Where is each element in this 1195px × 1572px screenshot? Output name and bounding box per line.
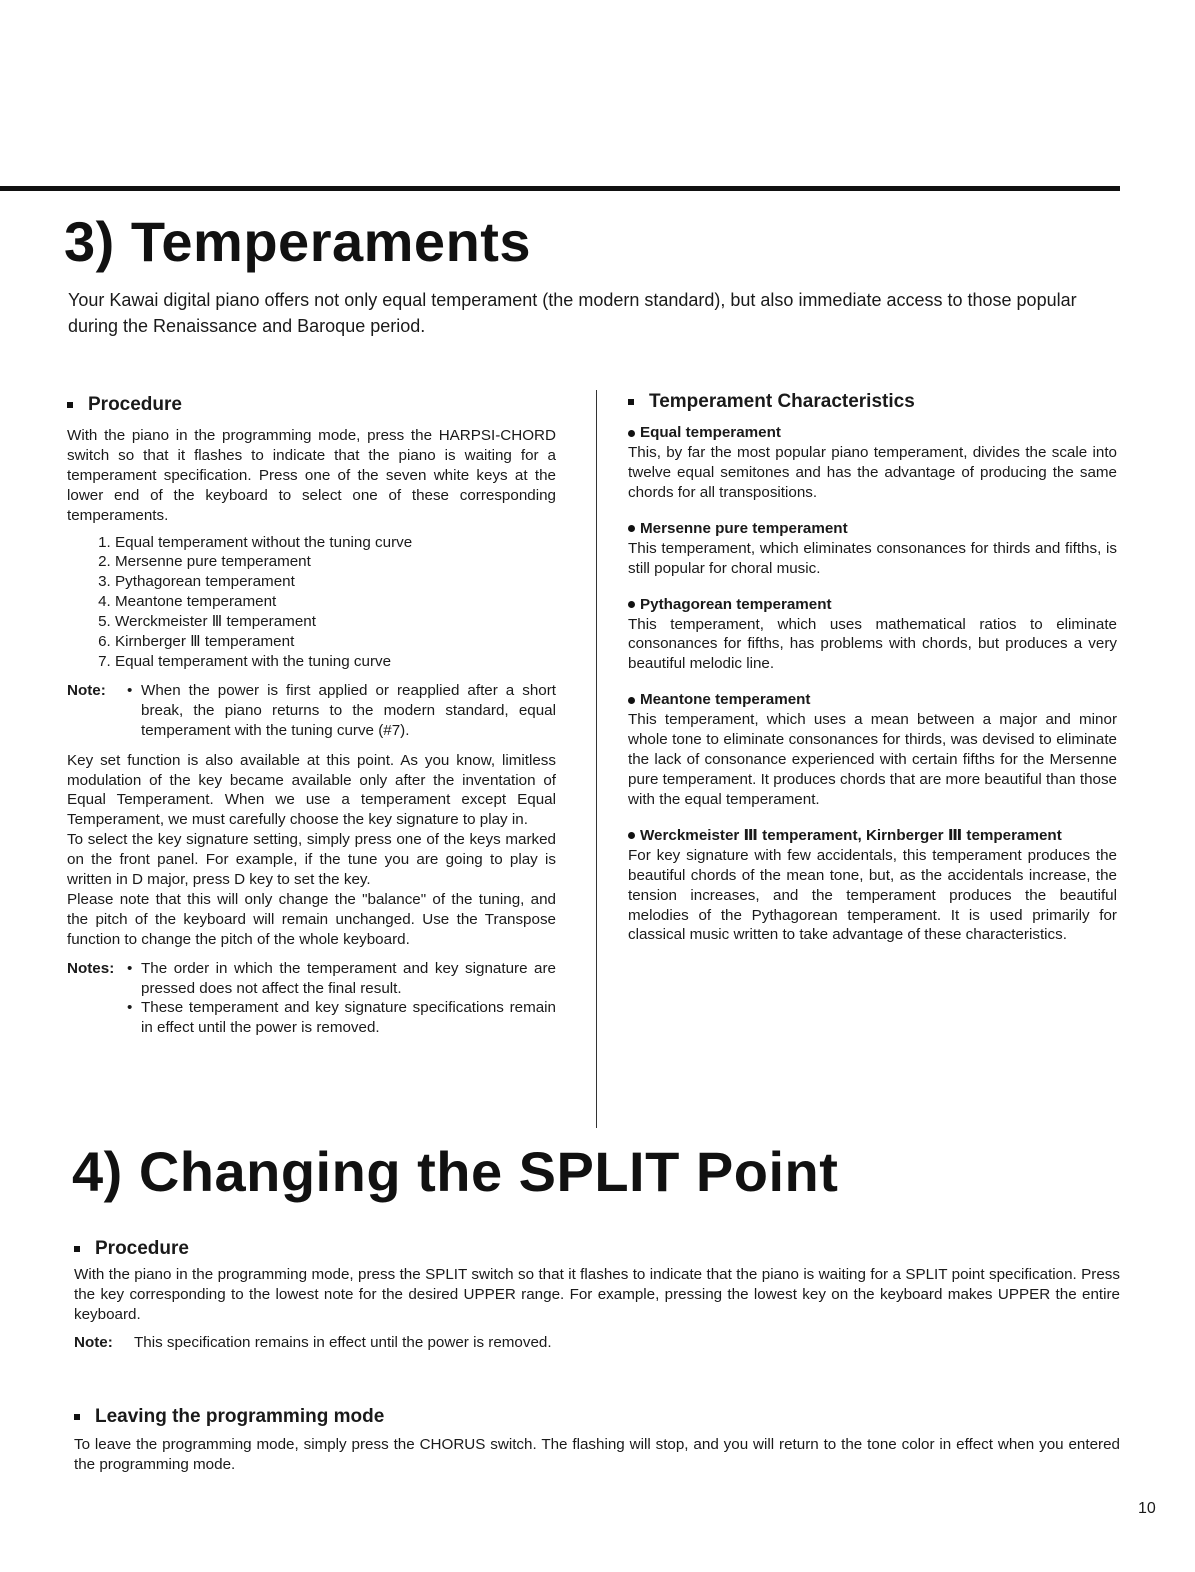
split-procedure-text: With the piano in the programming mode, press the SPLIT switch so that it flashes to indicate that the piano is waiting for a SPLIT point specification. Press the key corresponding to the lowest note for the desired UPPER range. For example, pressing the lowest key on the keyboard makes UPPER the entire keyboard. <box>74 1266 1120 1323</box>
entry-text: This temperament, which eliminates consonances for thirds and fifths, is still popular for choral music. <box>628 539 1117 577</box>
procedure-column <box>67 393 556 1048</box>
list-item: 3. Pythagorean temperament <box>115 572 556 592</box>
list-item: 4. Meantone temperament <box>115 592 556 612</box>
characteristic-entry <box>628 690 1117 810</box>
entry-title: Equal temperament <box>640 424 781 441</box>
characteristic-entry <box>628 826 1117 946</box>
entry-title: Meantone temperament <box>640 691 811 709</box>
round-bullet-icon <box>628 601 635 608</box>
split-procedure <box>74 1237 1120 1353</box>
column-divider <box>596 390 597 1128</box>
entry-text: For key signature with few accidentals, this temperament produces the beautiful chords of the mean tone, but, as the accidentals increase, the tension increases, and the temperament produces the beautiful melodies of the Pythagorean temperament. It is used primarily for classical music written to take advantage of these characteristics. <box>628 846 1117 944</box>
note-label: Note: <box>74 1334 113 1351</box>
characteristic-entry <box>628 595 1117 675</box>
square-bullet-icon <box>74 1246 80 1252</box>
characteristics-column <box>628 390 1117 945</box>
list-item: 5. Werckmeister Ⅲ temperament <box>115 612 556 632</box>
entry-title: Werckmeister Ⅲ temperament, Kirnberger Ⅲ temperament <box>640 826 1062 844</box>
round-bullet-icon <box>628 697 635 704</box>
notes-item: • These temperament and key signature specifications remain in effect until the power is removed. <box>127 998 556 1038</box>
procedure-notes <box>67 959 556 1039</box>
list-item: 1. Equal temperament without the tuning curve <box>115 533 556 553</box>
leaving-section <box>74 1405 1120 1475</box>
entry-title: Mersenne pure temperament <box>640 519 848 537</box>
square-bullet-icon <box>74 1414 80 1420</box>
page-number: 10 <box>1138 1500 1156 1517</box>
square-bullet-icon <box>67 402 73 408</box>
section-3-intro: Your Kawai digital piano offers not only equal temperament (the modern standard), but also immediate access to those popular during the Renaissance and Baroque period. <box>68 290 1077 336</box>
round-bullet-icon <box>628 430 635 437</box>
characteristic-entry <box>628 519 1117 579</box>
leaving-heading: Leaving the programming mode <box>74 1405 1120 1429</box>
keyset-paragraph: To select the key signature setting, simply press one of the keys marked on the front panel. For example, if the tune you are going to play is written in D major, press D key to set the key. <box>67 831 556 889</box>
procedure-note <box>67 681 556 741</box>
square-bullet-icon <box>628 399 634 405</box>
entry-text: This, by far the most popular piano temperament, divides the scale into twelve equal semitones and has the advantage of producing the same chords for all transpositions. <box>628 444 1117 501</box>
procedure-text: With the piano in the programming mode, press the HARPSI-CHORD switch so that it flashes to indicate that the piano is waiting for a temperament specification. Press one of the seven white keys at the lower end of the keyboard to select one of these corresponding temperaments. <box>67 427 556 524</box>
temperament-list <box>67 533 556 672</box>
note-text: This specification remains in effect until the power is removed. <box>134 1334 552 1351</box>
split-procedure-heading: Procedure <box>74 1237 1120 1261</box>
round-bullet-icon <box>628 525 635 532</box>
section-3-title: 3) Temperaments <box>64 210 532 273</box>
split-note <box>74 1333 1120 1353</box>
entry-title: Pythagorean temperament <box>640 595 832 613</box>
notes-item: • The order in which the temperament and key signature are pressed does not affect the final result. <box>127 959 556 999</box>
note-text: • When the power is first applied or reapplied after a short break, the piano returns to the modern standard, equal temperament with the tuning curve (#7). <box>127 681 556 741</box>
keyset-paragraph: Key set function is also available at this point. As you know, limitless modulation of the key became available only after the inventation of Equal Temperament. When we use a temperament except Equal Temperament, we must carefully choose the key signature to play in. <box>67 751 556 829</box>
notes-label: Notes: <box>67 959 115 977</box>
leaving-text: To leave the programming mode, simply press the CHORUS switch. The flashing will stop, and you will return to the tone color in effect when you entered the programming mode. <box>74 1436 1120 1473</box>
note-label: Note: <box>67 681 106 699</box>
characteristics-heading: Temperament Characteristics <box>628 390 1117 414</box>
procedure-heading: Procedure <box>67 393 556 417</box>
section-4-title: 4) Changing the SPLIT Point <box>72 1140 839 1203</box>
list-item: 7. Equal temperament with the tuning curve <box>115 652 556 672</box>
entry-text: This temperament, which uses mathematical ratios to eliminate consonances for fifths, has problems with chords, but produces a very beautiful melodic line. <box>628 615 1117 673</box>
keyset-paragraph: Please note that this will only change the "balance" of the tuning, and the pitch of the keyboard will remain unchanged. Use the Transpose function to change the pitch of the whole keyboard. <box>67 890 556 948</box>
characteristic-entry <box>628 423 1117 503</box>
round-bullet-icon <box>628 832 635 839</box>
top-rule <box>0 186 1120 191</box>
list-item: 2. Mersenne pure temperament <box>115 552 556 572</box>
list-item: 6. Kirnberger Ⅲ temperament <box>115 632 556 652</box>
entry-text: This temperament, which uses a mean between a major and minor whole tone to eliminate consonances for thirds, was devised to eliminate the lack of consonance experienced with certain fifths for the Mersenne pure temperament. It produces chords that are more beautiful than those with the equal temperament. <box>628 711 1117 808</box>
